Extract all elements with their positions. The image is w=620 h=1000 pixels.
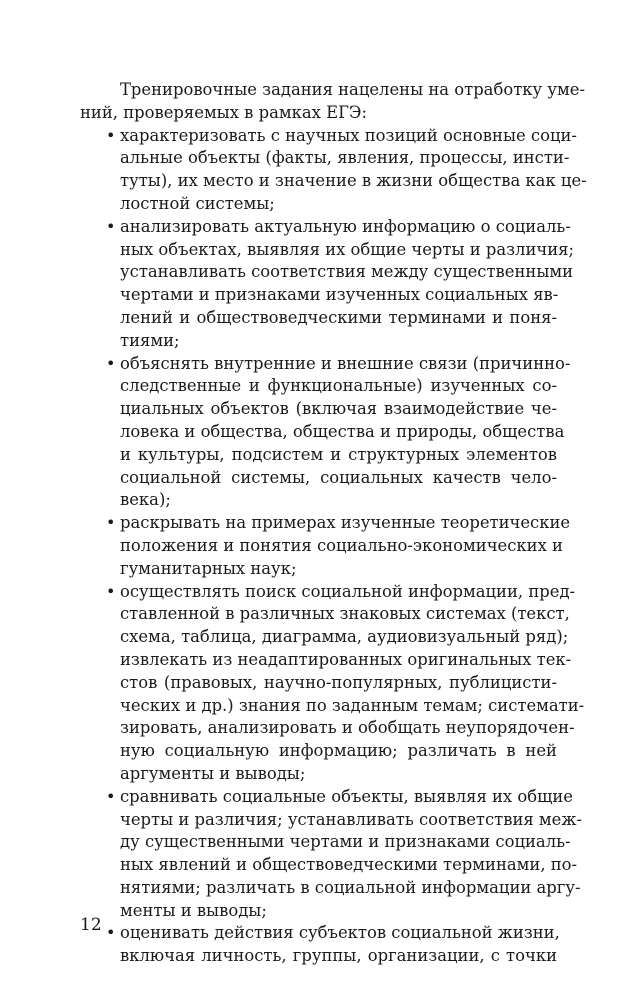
bullet-line: туты), их место и значение в жизни общества как це- [120, 171, 587, 191]
bullet-text [120, 512, 571, 580]
body-text [80, 79, 587, 968]
bullet-icon: • [106, 923, 116, 943]
bullet-line: и культуры, подсистем и структурных элементов [120, 444, 557, 464]
bullet-item [80, 512, 571, 580]
bullet-text [120, 216, 575, 353]
bullet-line: лений и обществоведческими терминами и поня- [120, 307, 557, 327]
bullet-line: раскрывать на примерах изученные теоретические [120, 513, 571, 533]
bullet-text [120, 125, 587, 216]
bullet-item [80, 922, 560, 968]
bullet-line: века); [120, 490, 171, 510]
intro-line: ний, проверяемых в рамках ЕГЭ: [80, 102, 367, 122]
bullet-line: ду существенными чертами и признаками социаль- [120, 832, 571, 852]
bullet-line: тиями; [120, 330, 180, 350]
bullet-line: альные объекты (факты, явления, процессы, инсти- [120, 148, 570, 168]
bullet-line: стов (правовых, научно-популярных, публицисти- [120, 672, 557, 692]
bullet-line: чертами и признаками изученных социальных яв- [120, 285, 559, 305]
bullet-line: осуществлять поиск социальной информации, пред- [120, 581, 576, 601]
bullet-line: характеризовать с научных позиций основные соци- [120, 125, 577, 145]
bullet-line: ную социальную информацию; различать в ней [120, 741, 557, 761]
bullet-line: ловека и общества, общества и природы, общества [120, 421, 565, 441]
bullet-line: ных объектах, выявляя их общие черты и различия; [120, 239, 575, 259]
bullet-item [80, 353, 571, 513]
bullet-line: аргументы и выводы; [120, 763, 306, 783]
bullet-line: циальных объектов (включая взаимодействие че- [120, 399, 557, 419]
bullet-icon: • [106, 216, 116, 236]
bullet-line: ных явлений и обществоведческими терминами, по- [120, 855, 578, 875]
bullet-line: ставленной в различных знаковых системах (текст, [120, 604, 570, 624]
bullet-line: нятиями; различать в социальной информации аргу- [120, 877, 581, 897]
page-number: 12 [80, 915, 102, 935]
intro-line: Тренировочные задания нацелены на отработку уме- [120, 80, 585, 99]
bullet-line: оценивать действия субъектов социальной жизни, [120, 923, 560, 943]
bullet-line: следственные и функциональные) изученных со- [120, 376, 557, 396]
bullet-line: лостной системы; [120, 193, 275, 213]
intro-paragraph [80, 79, 585, 125]
bullet-icon: • [106, 353, 116, 373]
bullet-line: объяснять внутренние и внешние связи (причинно- [120, 353, 571, 373]
bullet-text [120, 353, 571, 513]
bullet-item [80, 125, 587, 216]
bullet-line: сравнивать социальные объекты, выявляя их общие [120, 786, 573, 806]
bullet-line: зировать, анализировать и обобщать неупорядочен- [120, 718, 575, 738]
bullet-line: извлекать из неадаптированных оригинальных тек- [120, 649, 572, 669]
bullet-text [120, 786, 582, 923]
bullet-line: социальной системы, социальных качеств чело- [120, 467, 557, 487]
bullet-line: ческих и др.) знания по заданным темам; системати- [120, 695, 585, 715]
bullet-text [120, 581, 585, 786]
bullet-text [120, 922, 560, 968]
bullet-icon: • [106, 786, 116, 806]
bullet-icon: • [106, 581, 116, 601]
bullet-line: черты и различия; устанавливать соответствия меж- [120, 809, 582, 829]
bullet-line: гуманитарных наук; [120, 558, 297, 578]
bullet-line: положения и понятия социально-экономических и [120, 535, 563, 555]
bullet-line: менты и выводы; [120, 900, 267, 920]
bullet-line: анализировать актуальную информацию о социаль- [120, 216, 571, 236]
bullet-line: включая личность, группы, организации, с точки [120, 946, 557, 966]
bullet-icon: • [106, 125, 116, 145]
bullet-item [80, 581, 585, 786]
bullet-item [80, 216, 575, 353]
bullet-line: устанавливать соответствия между существенными [120, 262, 574, 282]
bullet-item [80, 786, 582, 923]
bullet-line: схема, таблица, диаграмма, аудиовизуальный ряд); [120, 627, 569, 647]
bullet-icon: • [106, 513, 116, 533]
